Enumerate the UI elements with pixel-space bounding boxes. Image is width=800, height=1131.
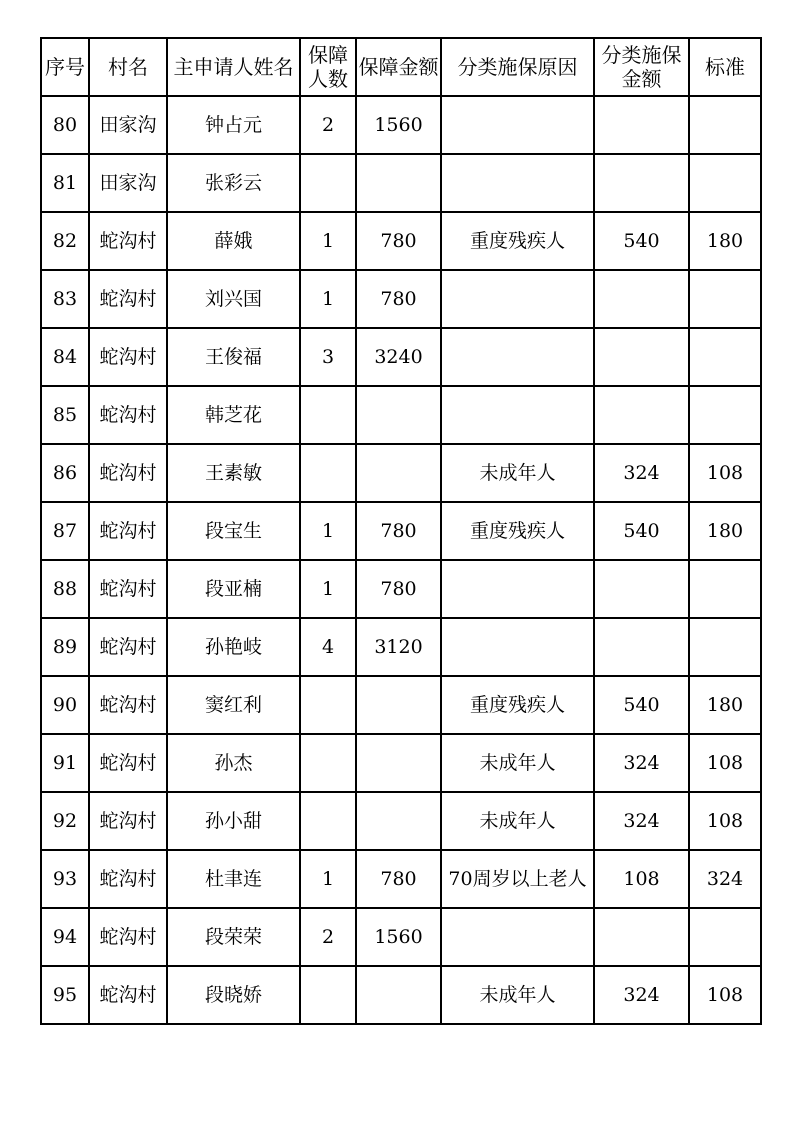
cell-class-amount: 324 [594, 444, 689, 502]
cell-class-amount [594, 96, 689, 154]
cell-class-amount [594, 154, 689, 212]
header-reason: 分类施保原因 [441, 38, 594, 96]
header-applicant: 主申请人姓名 [167, 38, 300, 96]
cell-persons: 3 [300, 328, 356, 386]
table-row [41, 328, 761, 386]
cell-applicant: 窦红利 [167, 676, 300, 734]
assistance-table [40, 37, 762, 1025]
cell-standard [689, 908, 761, 966]
table-row [41, 212, 761, 270]
cell-standard: 324 [689, 850, 761, 908]
cell-standard [689, 154, 761, 212]
cell-applicant: 段亚楠 [167, 560, 300, 618]
header-seq: 序号 [41, 38, 89, 96]
cell-applicant: 孙杰 [167, 734, 300, 792]
cell-reason: 未成年人 [441, 444, 594, 502]
table-row [41, 792, 761, 850]
header-amount: 保障金额 [356, 38, 441, 96]
cell-seq: 87 [41, 502, 89, 560]
table-row [41, 676, 761, 734]
cell-class-amount: 324 [594, 734, 689, 792]
cell-class-amount [594, 328, 689, 386]
cell-village: 蛇沟村 [89, 560, 167, 618]
cell-applicant: 段宝生 [167, 502, 300, 560]
cell-class-amount: 540 [594, 212, 689, 270]
cell-amount: 3120 [356, 618, 441, 676]
cell-amount: 780 [356, 270, 441, 328]
cell-amount [356, 444, 441, 502]
cell-amount: 780 [356, 560, 441, 618]
cell-seq: 94 [41, 908, 89, 966]
header-standard: 标准 [689, 38, 761, 96]
table-row [41, 96, 761, 154]
cell-seq: 86 [41, 444, 89, 502]
cell-persons: 1 [300, 502, 356, 560]
cell-applicant: 段晓娇 [167, 966, 300, 1024]
cell-persons [300, 386, 356, 444]
cell-applicant: 孙艳岐 [167, 618, 300, 676]
cell-amount [356, 676, 441, 734]
table-row [41, 270, 761, 328]
cell-persons: 2 [300, 96, 356, 154]
cell-applicant: 张彩云 [167, 154, 300, 212]
cell-persons: 1 [300, 270, 356, 328]
cell-persons [300, 734, 356, 792]
cell-applicant: 刘兴国 [167, 270, 300, 328]
cell-amount: 3240 [356, 328, 441, 386]
cell-persons: 4 [300, 618, 356, 676]
cell-applicant: 王俊福 [167, 328, 300, 386]
cell-class-amount [594, 386, 689, 444]
cell-seq: 85 [41, 386, 89, 444]
cell-applicant: 孙小甜 [167, 792, 300, 850]
cell-village: 蛇沟村 [89, 676, 167, 734]
cell-persons: 1 [300, 212, 356, 270]
cell-reason [441, 154, 594, 212]
cell-reason: 未成年人 [441, 792, 594, 850]
document-sheet [40, 37, 760, 1025]
cell-seq: 93 [41, 850, 89, 908]
cell-standard [689, 270, 761, 328]
cell-seq: 80 [41, 96, 89, 154]
cell-class-amount [594, 560, 689, 618]
cell-seq: 88 [41, 560, 89, 618]
cell-reason [441, 908, 594, 966]
header-persons: 保障人数 [300, 38, 356, 96]
cell-persons [300, 444, 356, 502]
cell-amount: 780 [356, 212, 441, 270]
cell-seq: 95 [41, 966, 89, 1024]
cell-standard: 108 [689, 444, 761, 502]
header-row [41, 38, 761, 96]
cell-reason [441, 328, 594, 386]
cell-reason [441, 270, 594, 328]
cell-reason: 未成年人 [441, 734, 594, 792]
cell-reason [441, 96, 594, 154]
cell-class-amount [594, 908, 689, 966]
cell-village: 蛇沟村 [89, 850, 167, 908]
cell-amount [356, 966, 441, 1024]
cell-persons [300, 966, 356, 1024]
cell-persons [300, 154, 356, 212]
cell-reason: 重度残疾人 [441, 676, 594, 734]
cell-village: 蛇沟村 [89, 328, 167, 386]
cell-village: 蛇沟村 [89, 618, 167, 676]
cell-amount: 780 [356, 850, 441, 908]
table-row [41, 734, 761, 792]
cell-applicant: 钟占元 [167, 96, 300, 154]
table-row [41, 560, 761, 618]
table-row [41, 154, 761, 212]
cell-class-amount: 324 [594, 792, 689, 850]
cell-class-amount: 540 [594, 502, 689, 560]
cell-class-amount [594, 270, 689, 328]
cell-village: 蛇沟村 [89, 908, 167, 966]
cell-village: 田家沟 [89, 96, 167, 154]
cell-applicant: 段荣荣 [167, 908, 300, 966]
cell-class-amount: 108 [594, 850, 689, 908]
cell-standard [689, 386, 761, 444]
cell-persons: 1 [300, 560, 356, 618]
cell-village: 蛇沟村 [89, 270, 167, 328]
cell-amount [356, 154, 441, 212]
table-row [41, 444, 761, 502]
cell-amount: 1560 [356, 96, 441, 154]
cell-village: 蛇沟村 [89, 386, 167, 444]
table-row [41, 908, 761, 966]
cell-standard: 180 [689, 502, 761, 560]
cell-reason: 重度残疾人 [441, 502, 594, 560]
cell-standard [689, 618, 761, 676]
table-row [41, 618, 761, 676]
table-body [41, 96, 761, 1024]
cell-amount [356, 792, 441, 850]
table-row [41, 850, 761, 908]
cell-reason: 70周岁以上老人 [441, 850, 594, 908]
table-row [41, 386, 761, 444]
cell-reason [441, 618, 594, 676]
header-village: 村名 [89, 38, 167, 96]
cell-class-amount: 324 [594, 966, 689, 1024]
cell-standard: 180 [689, 212, 761, 270]
table-row [41, 966, 761, 1024]
cell-village: 蛇沟村 [89, 502, 167, 560]
cell-seq: 89 [41, 618, 89, 676]
cell-amount [356, 386, 441, 444]
cell-amount [356, 734, 441, 792]
cell-standard [689, 96, 761, 154]
cell-persons: 1 [300, 850, 356, 908]
cell-standard [689, 328, 761, 386]
table-row [41, 502, 761, 560]
cell-persons: 2 [300, 908, 356, 966]
cell-seq: 81 [41, 154, 89, 212]
cell-seq: 91 [41, 734, 89, 792]
cell-village: 田家沟 [89, 154, 167, 212]
cell-amount: 1560 [356, 908, 441, 966]
cell-persons [300, 792, 356, 850]
cell-reason: 未成年人 [441, 966, 594, 1024]
cell-village: 蛇沟村 [89, 734, 167, 792]
cell-village: 蛇沟村 [89, 966, 167, 1024]
cell-seq: 90 [41, 676, 89, 734]
cell-standard: 108 [689, 966, 761, 1024]
cell-applicant: 薛娥 [167, 212, 300, 270]
cell-seq: 84 [41, 328, 89, 386]
cell-persons [300, 676, 356, 734]
cell-applicant: 王素敏 [167, 444, 300, 502]
cell-amount: 780 [356, 502, 441, 560]
cell-standard: 180 [689, 676, 761, 734]
cell-reason [441, 386, 594, 444]
cell-applicant: 杜聿连 [167, 850, 300, 908]
cell-standard [689, 560, 761, 618]
cell-standard: 108 [689, 792, 761, 850]
cell-village: 蛇沟村 [89, 444, 167, 502]
cell-seq: 92 [41, 792, 89, 850]
cell-village: 蛇沟村 [89, 792, 167, 850]
cell-reason [441, 560, 594, 618]
cell-class-amount [594, 618, 689, 676]
header-class-amount: 分类施保金额 [594, 38, 689, 96]
cell-reason: 重度残疾人 [441, 212, 594, 270]
cell-seq: 83 [41, 270, 89, 328]
cell-village: 蛇沟村 [89, 212, 167, 270]
cell-applicant: 韩芝花 [167, 386, 300, 444]
cell-class-amount: 540 [594, 676, 689, 734]
cell-seq: 82 [41, 212, 89, 270]
cell-standard: 108 [689, 734, 761, 792]
